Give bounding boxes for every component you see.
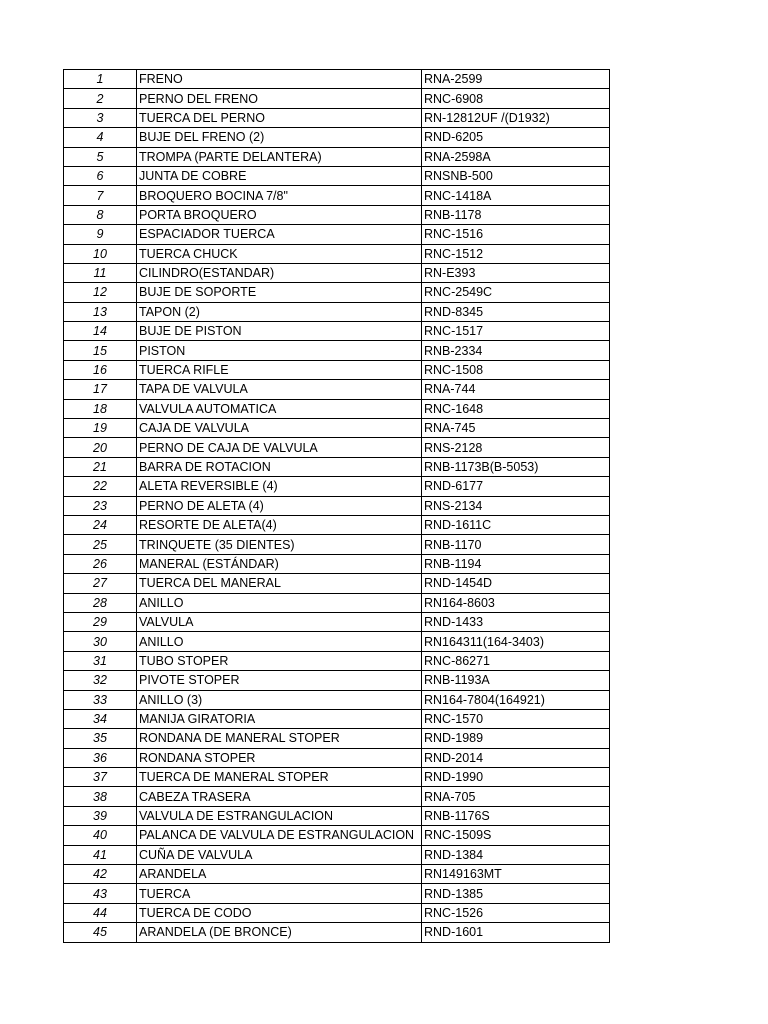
table-row [64,632,610,651]
part-description: ANILLO (3) [137,690,422,709]
table-row [64,283,610,302]
table-row [64,457,610,476]
part-description: PERNO DE CAJA DE VALVULA [137,438,422,457]
part-description: ANILLO [137,632,422,651]
table-row [64,477,610,496]
part-code: RND-1385 [422,884,610,903]
part-description: ANILLO [137,593,422,612]
part-description: ARANDELA (DE BRONCE) [137,923,422,942]
row-number: 1 [64,70,137,89]
part-code: RNC-86271 [422,651,610,670]
part-code: RN164-7804(164921) [422,690,610,709]
table-row [64,380,610,399]
row-number: 32 [64,671,137,690]
row-number: 24 [64,515,137,534]
part-code: RNC-1508 [422,360,610,379]
part-description: VALVULA AUTOMATICA [137,399,422,418]
part-description: TUERCA DEL MANERAL [137,574,422,593]
part-description: BUJE DEL FRENO (2) [137,128,422,147]
table-row [64,903,610,922]
row-number: 20 [64,438,137,457]
table-row [64,225,610,244]
row-number: 7 [64,186,137,205]
part-description: TAPON (2) [137,302,422,321]
part-code: RN149163MT [422,865,610,884]
row-number: 4 [64,128,137,147]
part-description: TUERCA RIFLE [137,360,422,379]
row-number: 35 [64,729,137,748]
row-number: 34 [64,709,137,728]
part-description: PERNO DE ALETA (4) [137,496,422,515]
part-description: BROQUERO BOCINA 7/8" [137,186,422,205]
part-description: VALVULA DE ESTRANGULACION [137,806,422,825]
part-description: TUERCA CHUCK [137,244,422,263]
part-code: RNB-2334 [422,341,610,360]
part-code: RND-1601 [422,923,610,942]
row-number: 11 [64,263,137,282]
row-number: 18 [64,399,137,418]
table-row [64,419,610,438]
table-row [64,108,610,127]
part-description: TUERCA DE MANERAL STOPER [137,768,422,787]
table-row [64,89,610,108]
part-code: RND-1990 [422,768,610,787]
row-number: 2 [64,89,137,108]
part-code: RND-8345 [422,302,610,321]
part-code: RNC-1526 [422,903,610,922]
part-description: RONDANA STOPER [137,748,422,767]
part-description: PERNO DEL FRENO [137,89,422,108]
parts-table-body [64,70,610,943]
part-code: RNA-2598A [422,147,610,166]
part-description: MANERAL (ESTÁNDAR) [137,554,422,573]
row-number: 17 [64,380,137,399]
parts-table [63,69,610,943]
part-code: RNA-744 [422,380,610,399]
part-code: RN-12812UF /(D1932) [422,108,610,127]
part-description: TROMPA (PARTE DELANTERA) [137,147,422,166]
part-description: ARANDELA [137,865,422,884]
part-description: VALVULA [137,612,422,631]
row-number: 12 [64,283,137,302]
part-description: MANIJA GIRATORIA [137,709,422,728]
table-row [64,186,610,205]
row-number: 45 [64,923,137,942]
part-description: PISTON [137,341,422,360]
part-code: RNC-1509S [422,826,610,845]
row-number: 33 [64,690,137,709]
table-row [64,729,610,748]
part-code: RNC-1648 [422,399,610,418]
table-row [64,787,610,806]
table-row [64,651,610,670]
part-description: JUNTA DE COBRE [137,166,422,185]
table-row [64,244,610,263]
table-row [64,748,610,767]
part-code: RNC-1512 [422,244,610,263]
part-code: RND-1454D [422,574,610,593]
part-code: RN164-8603 [422,593,610,612]
part-code: RN-E393 [422,263,610,282]
row-number: 38 [64,787,137,806]
table-row [64,709,610,728]
part-code: RNB-1178 [422,205,610,224]
row-number: 25 [64,535,137,554]
part-description: TUERCA DE CODO [137,903,422,922]
row-number: 6 [64,166,137,185]
table-row [64,263,610,282]
part-code: RNA-745 [422,419,610,438]
row-number: 39 [64,806,137,825]
part-description: RONDANA DE MANERAL STOPER [137,729,422,748]
part-code: RN164311(164-3403) [422,632,610,651]
part-description: BUJE DE PISTON [137,322,422,341]
part-code: RNC-2549C [422,283,610,302]
table-row [64,768,610,787]
table-row [64,70,610,89]
part-code: RNS-2134 [422,496,610,515]
part-code: RND-6205 [422,128,610,147]
table-row [64,554,610,573]
row-number: 36 [64,748,137,767]
table-row [64,438,610,457]
part-code: RNC-1517 [422,322,610,341]
part-code: RNSNB-500 [422,166,610,185]
part-code: RNB-1176S [422,806,610,825]
table-row [64,399,610,418]
table-row [64,884,610,903]
part-description: PALANCA DE VALVULA DE ESTRANGULACION [137,826,422,845]
row-number: 22 [64,477,137,496]
row-number: 10 [64,244,137,263]
part-code: RNB-1170 [422,535,610,554]
row-number: 30 [64,632,137,651]
part-description: ESPACIADOR TUERCA [137,225,422,244]
row-number: 29 [64,612,137,631]
row-number: 14 [64,322,137,341]
table-row [64,671,610,690]
row-number: 23 [64,496,137,515]
table-row [64,496,610,515]
row-number: 27 [64,574,137,593]
part-code: RND-6177 [422,477,610,496]
part-code: RNB-1194 [422,554,610,573]
part-code: RNA-705 [422,787,610,806]
part-description: TUERCA DEL PERNO [137,108,422,127]
part-code: RNC-6908 [422,89,610,108]
table-row [64,166,610,185]
part-description: CAJA DE VALVULA [137,419,422,438]
row-number: 3 [64,108,137,127]
part-description: FRENO [137,70,422,89]
row-number: 43 [64,884,137,903]
row-number: 13 [64,302,137,321]
row-number: 37 [64,768,137,787]
row-number: 40 [64,826,137,845]
part-description: RESORTE DE ALETA(4) [137,515,422,534]
table-row [64,865,610,884]
part-description: BUJE DE SOPORTE [137,283,422,302]
part-description: CILINDRO(ESTANDAR) [137,263,422,282]
table-row [64,806,610,825]
row-number: 9 [64,225,137,244]
part-description: TUBO STOPER [137,651,422,670]
row-number: 44 [64,903,137,922]
table-row [64,923,610,942]
row-number: 41 [64,845,137,864]
table-row [64,593,610,612]
part-code: RNC-1418A [422,186,610,205]
part-code: RND-2014 [422,748,610,767]
part-code: RNC-1516 [422,225,610,244]
part-code: RND-1433 [422,612,610,631]
row-number: 8 [64,205,137,224]
row-number: 5 [64,147,137,166]
table-row [64,690,610,709]
table-row [64,147,610,166]
part-description: PIVOTE STOPER [137,671,422,690]
part-code: RNA-2599 [422,70,610,89]
table-row [64,612,610,631]
table-row [64,128,610,147]
part-description: CUÑA DE VALVULA [137,845,422,864]
table-row [64,322,610,341]
row-number: 19 [64,419,137,438]
table-row [64,302,610,321]
table-row [64,535,610,554]
row-number: 26 [64,554,137,573]
row-number: 16 [64,360,137,379]
part-description: CABEZA TRASERA [137,787,422,806]
part-description: TAPA DE VALVULA [137,380,422,399]
table-row [64,205,610,224]
part-code: RND-1611C [422,515,610,534]
part-code: RND-1989 [422,729,610,748]
part-code: RND-1384 [422,845,610,864]
row-number: 15 [64,341,137,360]
table-row [64,845,610,864]
table-row [64,360,610,379]
table-row [64,341,610,360]
part-description: PORTA BROQUERO [137,205,422,224]
table-row [64,826,610,845]
part-description: TRINQUETE (35 DIENTES) [137,535,422,554]
table-row [64,574,610,593]
part-code: RNC-1570 [422,709,610,728]
row-number: 31 [64,651,137,670]
table-row [64,515,610,534]
row-number: 21 [64,457,137,476]
part-code: RNS-2128 [422,438,610,457]
row-number: 28 [64,593,137,612]
part-description: TUERCA [137,884,422,903]
part-description: ALETA REVERSIBLE (4) [137,477,422,496]
row-number: 42 [64,865,137,884]
part-description: BARRA DE ROTACION [137,457,422,476]
part-code: RNB-1193A [422,671,610,690]
part-code: RNB-1173B(B-5053) [422,457,610,476]
